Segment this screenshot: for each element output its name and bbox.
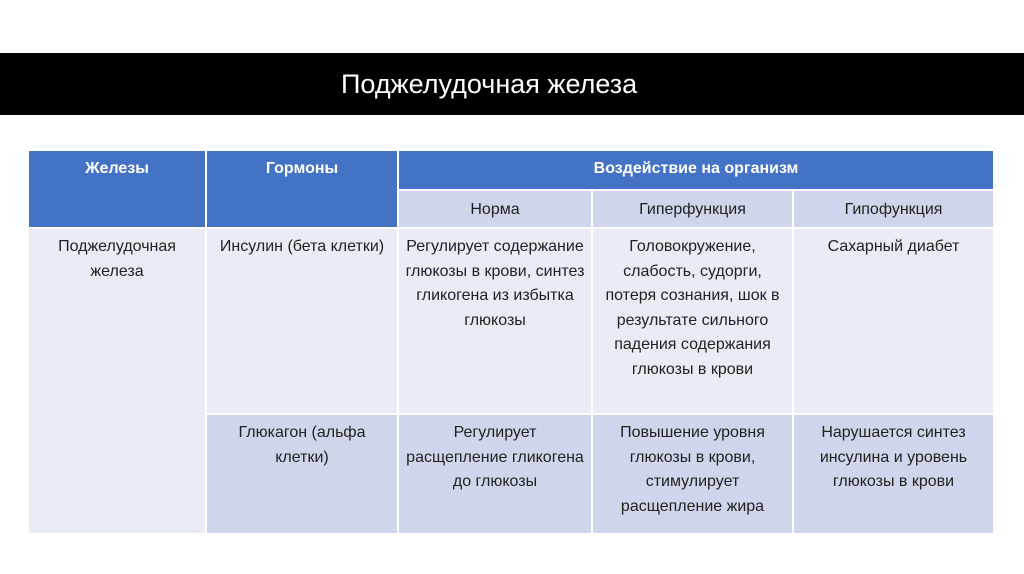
subheader-norm-label: Норма — [470, 201, 520, 218]
glucagon-hyper: Повышение уровня глюкозы в крови, стимулирует расщепление жира — [620, 424, 765, 515]
norm-cell — [398, 228, 592, 414]
header-glands-label: Железы — [85, 160, 149, 177]
hypo-cell — [793, 414, 994, 534]
header-hormones — [206, 150, 398, 228]
subheader-norm — [398, 190, 592, 228]
gland-name: Поджелудочная железа — [58, 238, 176, 280]
slide-title: Поджелудочная железа — [341, 69, 638, 99]
subheader-hypo — [793, 190, 994, 228]
header-effect-label: Воздействие на организм — [593, 160, 799, 177]
subheader-hyper-label: Гиперфункция — [639, 201, 746, 218]
hormone-cell — [206, 414, 398, 534]
header-glands — [28, 150, 206, 228]
hypo-cell — [793, 228, 994, 414]
insulin-norm: Регулирует содержание глюкозы в крови, синтез гликогена из избытка глюкозы — [405, 238, 585, 329]
subheader-hypo-label: Гипофункция — [844, 201, 943, 218]
insulin-hypo: Сахарный диабет — [827, 238, 960, 255]
hormone-cell — [206, 228, 398, 414]
hormone-table — [27, 149, 995, 535]
hyper-cell — [592, 414, 793, 534]
gland-cell — [28, 228, 206, 534]
glucagon-hypo: Нарушается синтез инсулина и уровень глюкозы в крови — [819, 424, 968, 490]
hyper-cell — [592, 228, 793, 414]
header-hormones-label: Гормоны — [265, 160, 339, 177]
hormone-insulin: Инсулин (бета клетки) — [219, 238, 385, 255]
insulin-hyper: Головокружение, слабость, судорги, потеря сознания, шок в результате сильного падения содержания глюкозы в крови — [605, 238, 780, 378]
glucagon-norm: Регулирует расщепление гликогена до глюкозы — [406, 424, 584, 490]
header-effect — [398, 150, 994, 190]
norm-cell — [398, 414, 592, 534]
subheader-hyper — [592, 190, 793, 228]
table-row — [28, 228, 994, 414]
hormone-glucagon: Глюкагон (альфа клетки) — [238, 424, 366, 466]
